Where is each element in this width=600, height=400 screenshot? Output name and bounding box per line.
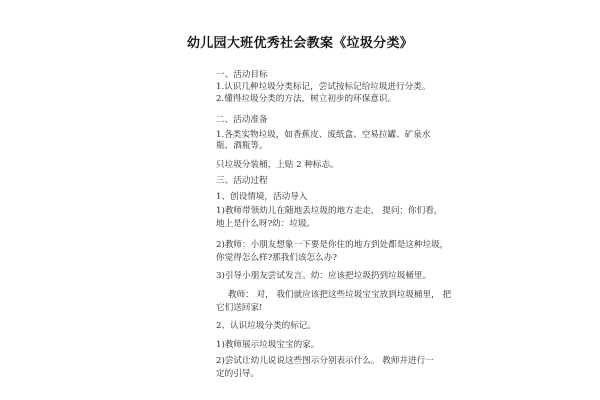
text-line: 瓶、酒瓶等。 xyxy=(216,141,268,151)
text-line: 1)教师带领幼儿在随地丢垃圾的地方走走， 提问：你们看， xyxy=(216,206,443,216)
text-line: 3)引导小朋友尝试发言。幼：应该把垃圾扔到垃圾桶里。 xyxy=(216,271,432,281)
document-title: 幼儿园大班优秀社会教案《垃圾分类》 xyxy=(186,36,414,51)
text-line: 2)教师：小朋友想象一下要是你住的地方到处都是这种垃圾， xyxy=(216,240,449,250)
text-line: 1.认识几种垃圾分类标记，尝试按标记给垃圾进行分类。 xyxy=(216,82,431,92)
text-line: 1、创设情境，活动导入 xyxy=(216,192,308,202)
text-line: 它们送回家! xyxy=(216,303,263,313)
text-line: 二、活动准备 xyxy=(216,115,268,125)
text-line: 三、活动过程 xyxy=(216,176,268,186)
text-line: 你觉得怎么样?那我们该怎么办? xyxy=(216,253,337,263)
text-line: 一、活动目标 xyxy=(216,70,268,80)
text-line: 定的引导。 xyxy=(216,369,259,379)
text-line: 2.懂得垃圾分类的方法，树立初步的环保意识。 xyxy=(216,94,397,104)
text-line: 2)尝试让幼儿说说这些图示分别表示什么。 教师并进行一 xyxy=(216,356,434,366)
text-line: 地上是什么呀?幼：垃圾。 xyxy=(216,219,316,229)
text-line: 只垃圾分装桶，上贴 2 种标志。 xyxy=(216,160,339,170)
text-line: 2、认识垃圾分类的标记。 xyxy=(216,321,316,331)
text-line: 教师： 对， 我们就应该把这些垃圾宝宝放到垃圾桶里， 把 xyxy=(228,290,452,300)
text-line: 1.各类实物垃圾，如香蕉皮、废纸盒、空易拉罐、矿泉水 xyxy=(216,130,431,140)
text-line: 1)教师展示垃圾宝宝的家。 xyxy=(216,340,320,350)
